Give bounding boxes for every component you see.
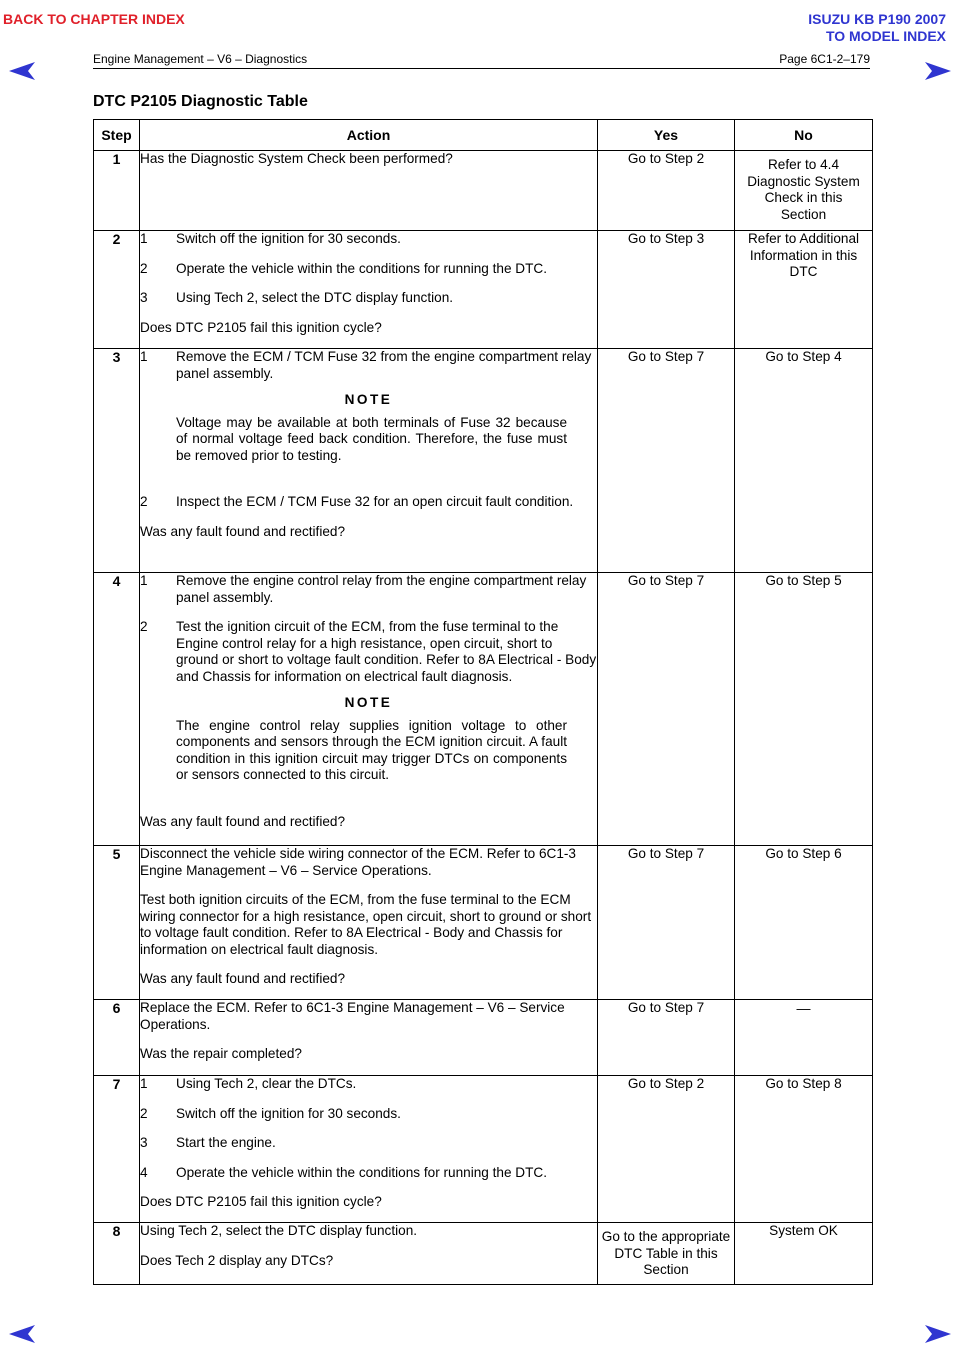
question-text: Was any fault found and rectified?: [140, 971, 346, 986]
action-text: Disconnect the vehicle side wiring connector of the ECM. Refer to 6C1-3 Engine Management – V6 – Service Operations.: [140, 846, 576, 878]
item-number: 2: [140, 494, 148, 509]
note-text: The engine control relay supplies ignition voltage to other components and sensors through the ECM ignition circuit. A fault condition in this ignition circuit may trigger DTCs on components or sensors connected to this circuit.: [176, 717, 567, 782]
table-row: [94, 151, 873, 231]
table-row: [94, 573, 873, 846]
no-cell: Refer to Additional Information in this DTC: [735, 231, 873, 349]
action-cell: [140, 231, 598, 349]
item-text: Start the engine.: [176, 1135, 276, 1150]
list-item: [140, 290, 597, 307]
yes-cell: Go to Step 7: [598, 846, 735, 1000]
step-number: 7: [94, 1076, 140, 1223]
action-cell: [140, 1076, 598, 1223]
item-number: 3: [140, 1135, 148, 1150]
column-header-yes: Yes: [598, 120, 735, 151]
item-number: 2: [140, 619, 148, 634]
question-text: Does DTC P2105 fail this ignition cycle?: [140, 319, 382, 335]
list-item: [140, 1135, 597, 1152]
model-title-line1: ISUZU KB P190 2007: [808, 11, 946, 27]
step-number: 4: [94, 573, 140, 846]
action-text: Using Tech 2, select the DTC display function.: [140, 1223, 418, 1238]
list-item: [140, 231, 597, 248]
action-cell: [140, 573, 598, 846]
action-text: Test both ignition circuits of the ECM, from the fuse terminal to the ECM wiring connector for a high resistance, open circuit, short to ground or short to voltage fault condition. Refer to 8A Electrical - Body and Chassis for information on electrical fault diagnosis.: [140, 892, 592, 957]
page-header-section: Engine Management – V6 – Diagnostics: [93, 52, 308, 66]
action-cell: [140, 846, 598, 1000]
item-number: 1: [140, 1076, 148, 1091]
list-item: [140, 1076, 597, 1093]
note-heading: NOTE: [344, 695, 393, 710]
action-cell: [140, 1000, 598, 1076]
item-text: Remove the ECM / TCM Fuse 32 from the engine compartment relay panel assembly.: [176, 349, 592, 381]
yes-cell: Go to Step 7: [598, 349, 735, 573]
header-divider: [93, 68, 870, 69]
question-text: Was any fault found and rectified?: [140, 813, 346, 829]
item-number: 1: [140, 231, 148, 246]
item-number: 3: [140, 290, 148, 305]
yes-cell: Go to Step 2: [598, 1076, 735, 1223]
item-text: Operate the vehicle within the conditions for running the DTC.: [176, 260, 548, 276]
no-cell: —: [735, 1000, 873, 1076]
page-number: Page 6C1-2–179: [779, 52, 870, 66]
step-number: 8: [94, 1223, 140, 1285]
item-text: Switch off the ignition for 30 seconds.: [176, 231, 401, 246]
no-cell: Go to Step 5: [735, 573, 873, 846]
note-text: Voltage may be available at both terminals of Fuse 32 because of normal voltage feed back condition. Therefore, the fuse must be removed prior to testing.: [176, 414, 567, 463]
no-cell: Go to Step 6: [735, 846, 873, 1000]
table-row: [94, 1000, 873, 1076]
action-cell: [140, 349, 598, 573]
action-text: Has the Diagnostic System Check been performed?: [140, 151, 453, 166]
right-arrow-icon[interactable]: [924, 1324, 952, 1344]
table-row: [94, 231, 873, 349]
table-row: [94, 349, 873, 573]
item-text: Inspect the ECM / TCM Fuse 32 for an open circuit fault condition.: [176, 494, 574, 509]
step-number: 3: [94, 349, 140, 573]
step-number: 2: [94, 231, 140, 349]
question-text: Was the repair completed?: [140, 1046, 302, 1061]
list-item: [140, 349, 597, 382]
item-number: 1: [140, 573, 148, 588]
no-cell: System OK: [735, 1223, 873, 1285]
column-header-step: Step: [94, 120, 140, 151]
item-number: 4: [140, 1164, 148, 1180]
step-number: 6: [94, 1000, 140, 1076]
question-text: Does DTC P2105 fail this ignition cycle?: [140, 1194, 382, 1209]
item-text: Test the ignition circuit of the ECM, from the fuse terminal to the Engine control relay for a high resistance, open circuit, short to ground or short to voltage fault condition. Refer to 8A Electrical - Body and Chassis for information on electrical fault diagnosis.: [176, 619, 597, 684]
table-row: [94, 1223, 873, 1285]
list-item: [140, 619, 597, 685]
yes-cell: Go to Step 2: [598, 151, 735, 231]
question-text: Was any fault found and rectified?: [140, 523, 346, 539]
yes-cell: Go to the appropriate DTC Table in this Section: [598, 1223, 735, 1285]
item-text: Operate the vehicle within the conditions for running the DTC.: [176, 1164, 548, 1180]
diagnostic-table: [93, 119, 873, 1285]
column-header-action: Action: [140, 120, 598, 151]
model-index-link[interactable]: [808, 11, 946, 45]
action-text: Replace the ECM. Refer to 6C1-3 Engine Management – V6 – Service Operations.: [140, 1000, 565, 1032]
list-item: [140, 1106, 597, 1123]
list-item: [140, 1165, 597, 1182]
table-row: [94, 1076, 873, 1223]
model-title-line2[interactable]: TO MODEL INDEX: [825, 28, 946, 44]
step-number: 1: [94, 151, 140, 231]
no-cell: Go to Step 8: [735, 1076, 873, 1223]
page-title: DTC P2105 Diagnostic Table: [93, 93, 308, 110]
item-text: Using Tech 2, clear the DTCs.: [176, 1076, 357, 1091]
item-text: Remove the engine control relay from the engine compartment relay panel assembly.: [176, 573, 587, 605]
action-cell: [140, 151, 598, 231]
yes-cell: Go to Step 3: [598, 231, 735, 349]
note-heading: NOTE: [344, 392, 393, 407]
item-number: 2: [140, 260, 148, 276]
no-cell: Refer to 4.4 Diagnostic System Check in this Section: [735, 151, 873, 231]
question-text: Does Tech 2 display any DTCs?: [140, 1252, 334, 1268]
column-header-no: No: [735, 120, 873, 151]
table-row: [94, 846, 873, 1000]
left-arrow-icon[interactable]: [8, 1324, 36, 1344]
item-number: 1: [140, 349, 148, 364]
yes-cell: Go to Step 7: [598, 1000, 735, 1076]
item-text: Switch off the ignition for 30 seconds.: [176, 1105, 401, 1121]
right-arrow-icon[interactable]: [924, 61, 952, 81]
item-text: Using Tech 2, select the DTC display function.: [176, 290, 454, 305]
step-number: 5: [94, 846, 140, 1000]
list-item: [140, 261, 597, 278]
left-arrow-icon[interactable]: [8, 61, 36, 81]
list-item: [140, 573, 597, 606]
no-cell: Go to Step 4: [735, 349, 873, 573]
list-item: [140, 494, 597, 511]
action-cell: [140, 1223, 598, 1285]
yes-cell: Go to Step 7: [598, 573, 735, 846]
item-number: 2: [140, 1105, 148, 1121]
back-to-chapter-index-link[interactable]: BACK TO CHAPTER INDEX: [3, 11, 185, 27]
table-header-row: [94, 120, 873, 151]
